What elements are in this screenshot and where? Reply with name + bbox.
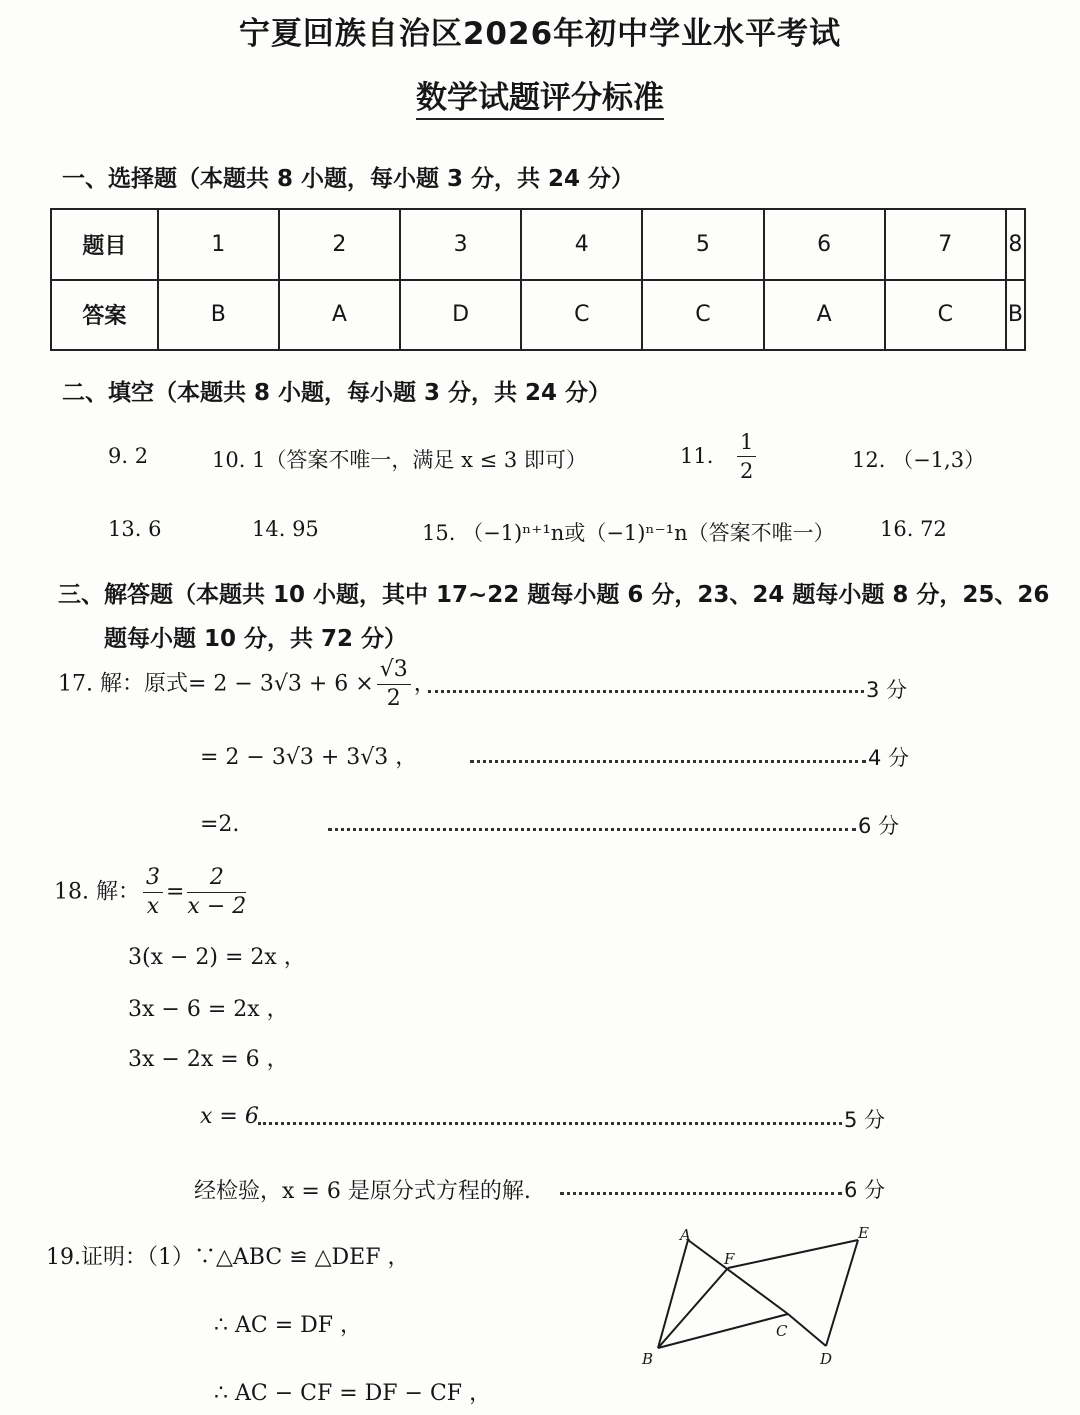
table-cell: 8 bbox=[1006, 209, 1025, 280]
q17-line2: = 2 − 3√3 + 3√3 ， bbox=[200, 745, 418, 770]
section3-heading-line2: 题每小题 10 分，共 72 分） bbox=[104, 626, 408, 652]
point-label-c: C bbox=[776, 1322, 788, 1340]
segment-bc bbox=[658, 1314, 788, 1348]
point-label-b: B bbox=[642, 1350, 654, 1368]
answer-11-fraction bbox=[734, 428, 759, 485]
answer-15: 15. （−1)ⁿ⁺¹n或（−1)ⁿ⁻¹n（答案不唯一） bbox=[422, 521, 835, 545]
fraction-denominator: 2 bbox=[386, 686, 401, 711]
q17-line1 bbox=[58, 656, 436, 713]
fraction-denominator: x bbox=[146, 894, 160, 919]
table-row bbox=[51, 209, 1025, 280]
q17-score3: 6 分 bbox=[858, 814, 900, 838]
section3-heading-line1: 三、解答题（本题共 10 小题，其中 17~22 题每小题 6 分，23、24 题每小题 8 分，25、26 bbox=[58, 582, 1050, 608]
segment-ac bbox=[688, 1240, 788, 1314]
table-header-answer: 答案 bbox=[51, 280, 158, 351]
answer-16: 16. 72 bbox=[880, 517, 947, 541]
table-cell: B bbox=[158, 280, 279, 351]
table-cell: 5 bbox=[642, 209, 763, 280]
fraction-numerator: 3 bbox=[143, 864, 163, 893]
table-cell: 4 bbox=[521, 209, 642, 280]
q19-line3: ∴ AC − CF = DF − CF ， bbox=[214, 1381, 492, 1406]
answer-table bbox=[50, 208, 1026, 351]
answer-13: 13. 6 bbox=[108, 517, 162, 541]
page-subtitle bbox=[0, 72, 1080, 117]
point-label-d: D bbox=[820, 1350, 833, 1368]
q18-line4: 3x − 2x = 6 ， bbox=[128, 1047, 289, 1072]
table-cell: C bbox=[885, 280, 1006, 351]
q19-line2: ∴ AC = DF ， bbox=[214, 1313, 363, 1338]
segment-ed bbox=[826, 1240, 858, 1346]
q18-line3: 3x − 6 = 2x ， bbox=[128, 997, 289, 1022]
answer-12: 12. （−1,3） bbox=[852, 448, 986, 472]
answer-9: 9. 2 bbox=[108, 444, 149, 468]
q19-line1: 19.证明：（1）∵△ABC ≌ △DEF ， bbox=[46, 1245, 410, 1270]
segment-fe bbox=[728, 1240, 858, 1268]
answer-10: 10. 1（答案不唯一，满足 x ≤ 3 即可） bbox=[212, 448, 587, 472]
q18-equals: = bbox=[165, 879, 185, 905]
dotted-leader bbox=[470, 760, 866, 763]
point-label-e: E bbox=[858, 1224, 869, 1242]
q17-score1: 3 分 bbox=[866, 678, 908, 702]
q18-score6: 6 分 bbox=[844, 1178, 886, 1202]
dotted-leader bbox=[428, 690, 864, 693]
table-cell: 3 bbox=[400, 209, 521, 280]
point-label-f: F bbox=[724, 1250, 735, 1268]
subtitle-text: 数学试题评分标准 bbox=[416, 80, 664, 120]
q17-line3: =2. bbox=[200, 812, 240, 837]
q18-line2: 3(x − 2) = 2x ， bbox=[128, 945, 306, 970]
q17-comma: ， bbox=[413, 671, 436, 697]
answer-14: 14. 95 bbox=[252, 517, 319, 541]
table-cell: C bbox=[521, 280, 642, 351]
dotted-leader bbox=[560, 1192, 842, 1195]
table-cell: D bbox=[400, 280, 521, 351]
table-row bbox=[51, 280, 1025, 351]
section2-heading: 二、填空（本题共 8 小题，每小题 3 分，共 24 分） bbox=[62, 380, 612, 406]
q17-expression: 17. 解：原式= 2 − 3√3 + 6 × bbox=[58, 671, 374, 697]
fraction-denominator: x − 2 bbox=[187, 894, 247, 919]
fraction-numerator: √3 bbox=[377, 656, 411, 685]
table-cell: A bbox=[764, 280, 885, 351]
answer-11-label: 11. bbox=[680, 444, 714, 468]
q18-check: 经检验，x = 6 是原分式方程的解. bbox=[194, 1179, 531, 1204]
fraction-denominator: 2 bbox=[740, 459, 754, 483]
section1-heading: 一、选择题（本题共 8 小题，每小题 3 分，共 24 分） bbox=[62, 166, 635, 192]
page-title: 宁夏回族自治区2026年初中学业水平考试 bbox=[238, 16, 842, 52]
q17-score2: 4 分 bbox=[868, 746, 910, 770]
point-label-a: A bbox=[680, 1226, 691, 1244]
q18-label: 18. 解： bbox=[54, 879, 140, 905]
q18-score5: 5 分 bbox=[844, 1108, 886, 1132]
dotted-leader bbox=[258, 1122, 842, 1125]
table-cell: 7 bbox=[885, 209, 1006, 280]
table-header-question: 题目 bbox=[51, 209, 158, 280]
q18-line5: x = 6 bbox=[200, 1104, 259, 1129]
table-cell: 1 bbox=[158, 209, 279, 280]
geometry-figure bbox=[630, 1218, 880, 1378]
table-cell: A bbox=[279, 280, 400, 351]
table-cell: C bbox=[642, 280, 763, 351]
fraction-numerator: 1 bbox=[737, 428, 756, 457]
table-cell: B bbox=[1006, 280, 1025, 351]
q18-line1 bbox=[54, 864, 249, 921]
table-cell: 6 bbox=[764, 209, 885, 280]
table-cell: 2 bbox=[279, 209, 400, 280]
dotted-leader bbox=[328, 828, 856, 831]
fraction-numerator: 2 bbox=[187, 864, 246, 893]
segment-dc bbox=[788, 1314, 826, 1346]
